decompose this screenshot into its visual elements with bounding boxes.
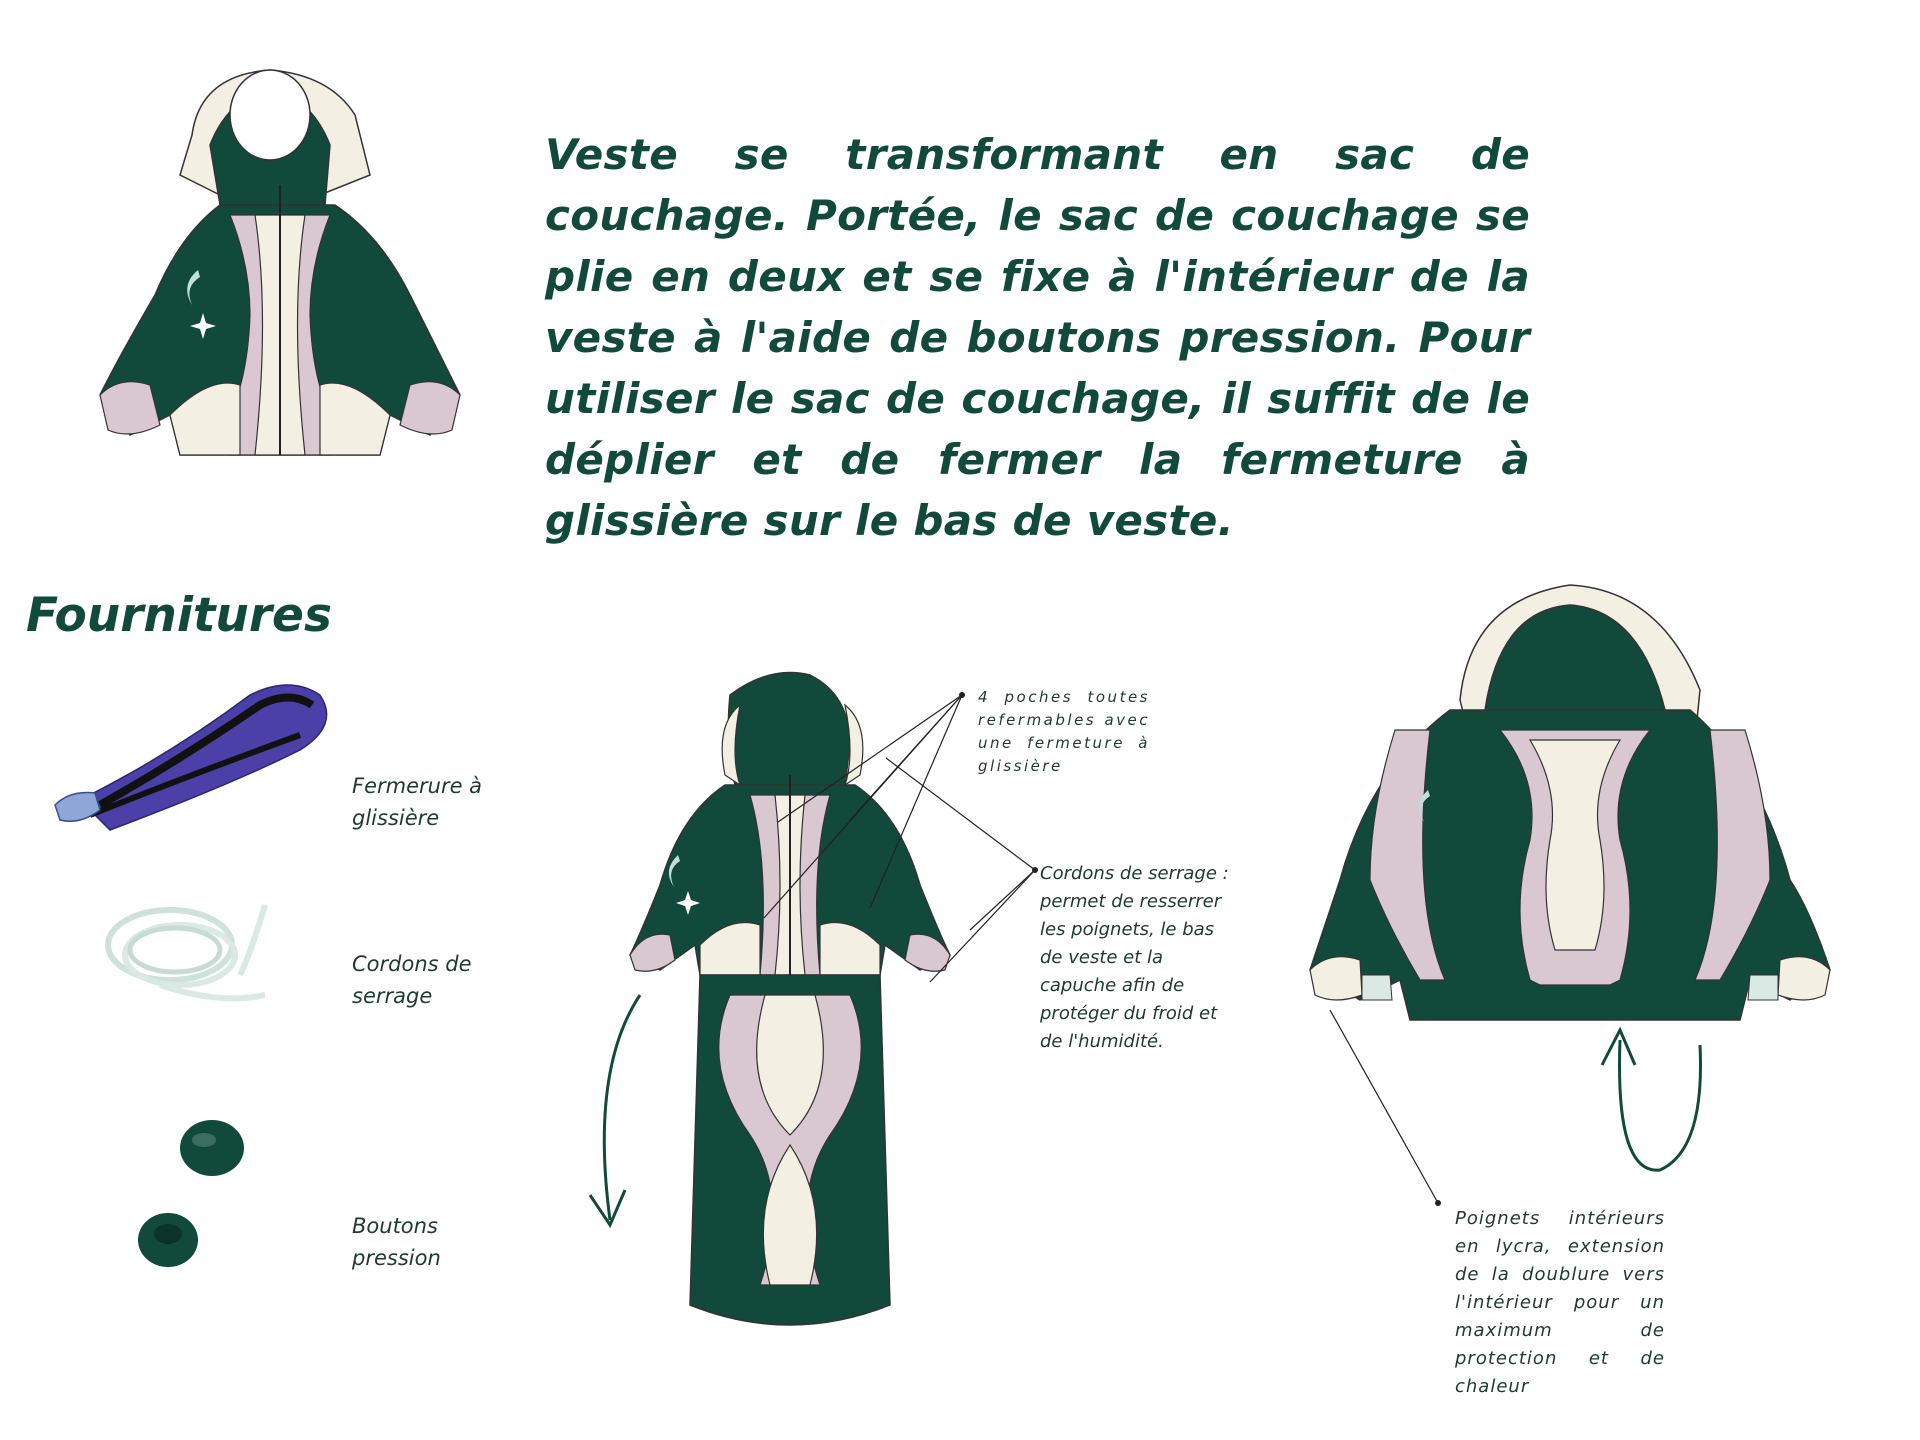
cuffs-annotation: Poignets intérieurs en lycra, extension de la doublure vers l'intérieur pour un maximum de protection et de chaleur (1455, 1208, 1665, 1397)
snap-button-label: Boutons pression (352, 1214, 441, 1270)
cords-annotation: Cordons de serrage : permet de resserrer les poignets, le bas de veste et la capuche afin de protéger du froid et de l'humidité. (1040, 863, 1229, 1052)
pockets-annotation: 4 poches toutes refermables avec une fermeture à glissière (978, 688, 1150, 775)
cord-label: Cordons de serrage (352, 952, 472, 1008)
zipper-label: Fermerure à glissière (352, 774, 483, 830)
intro-paragraph: Veste se transformant en sac de couchage. Portée, le sac de couchage se plie en deux et se fixe à l'intérieur de la veste à l'aide de boutons pression. Pour utiliser le sac de couchage, il suffit de le déplier et de fermer la fermeture à glissière sur le bas de veste. (545, 130, 1530, 545)
supplies-title: Fournitures (26, 588, 332, 643)
fold-arrow-up-icon (1590, 1010, 1720, 1190)
jacket-interior-illustration (1300, 580, 1840, 1040)
